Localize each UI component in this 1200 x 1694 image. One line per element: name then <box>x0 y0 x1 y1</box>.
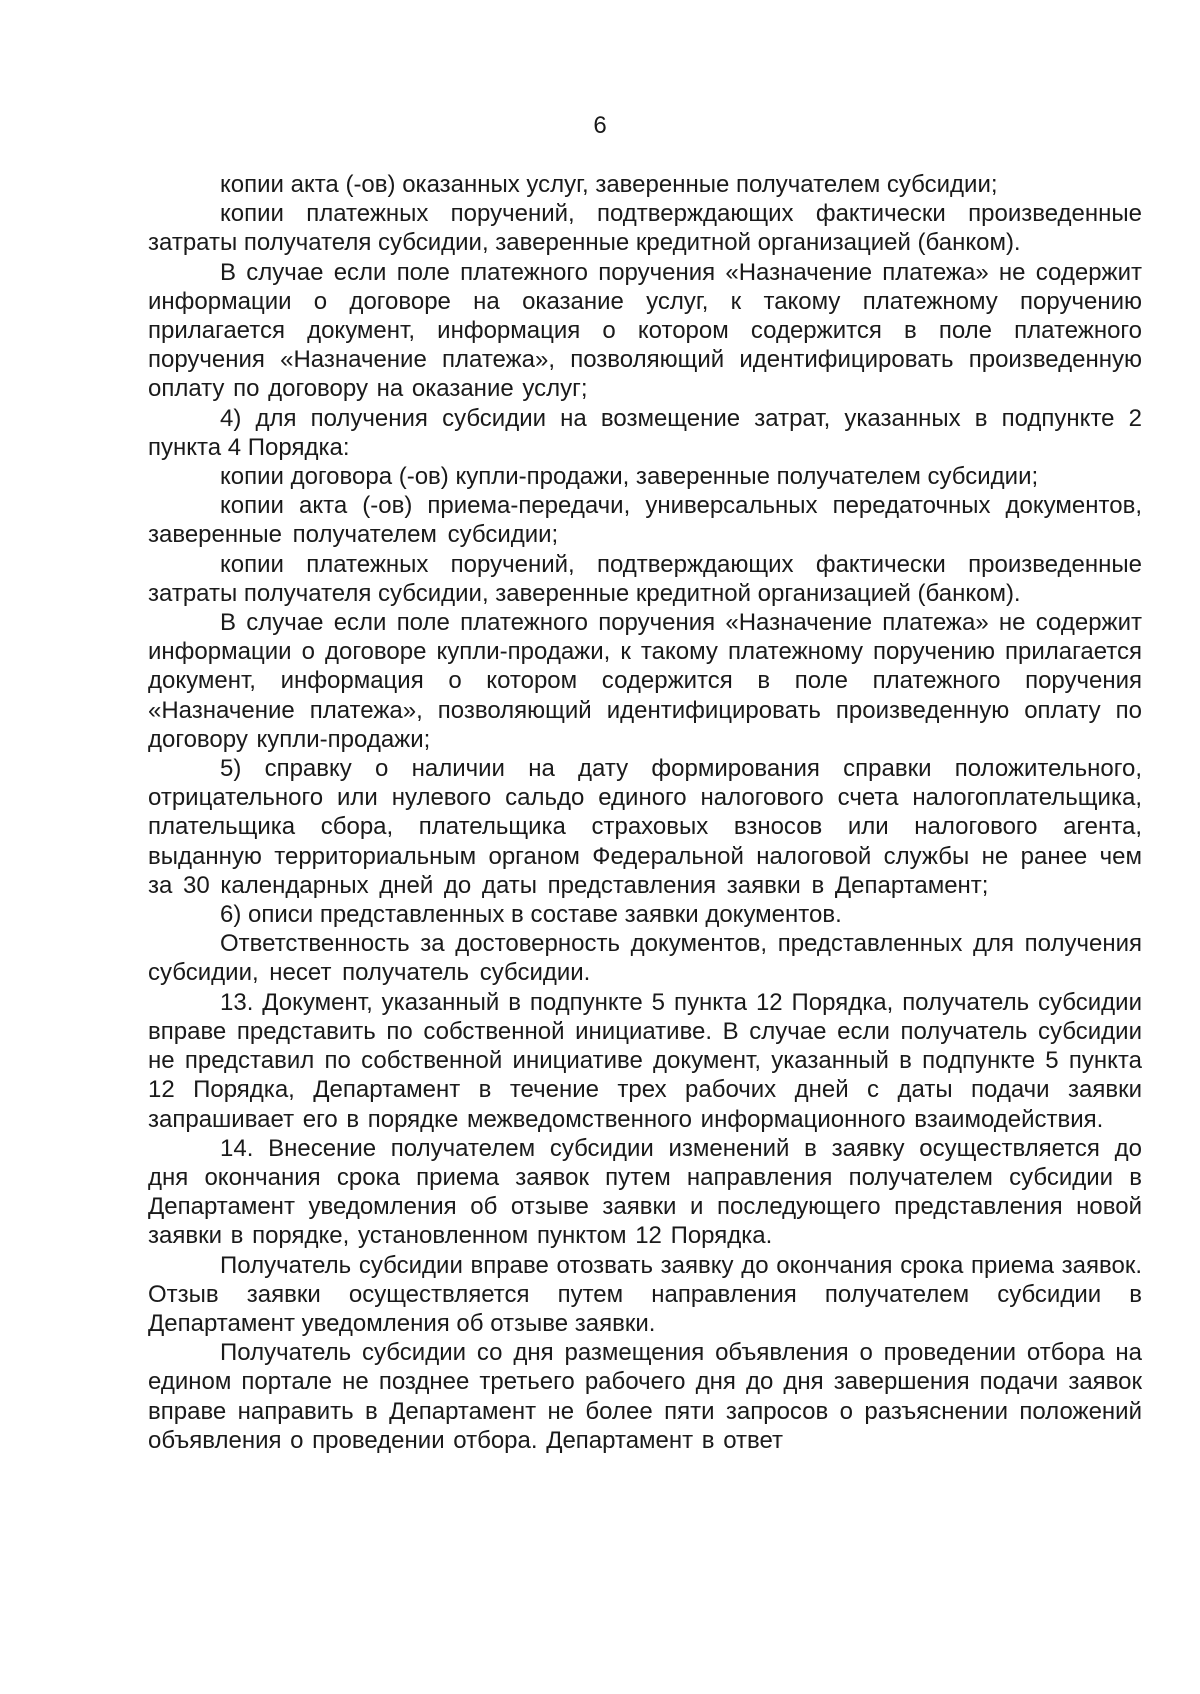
paragraph: 13. Документ, указанный в подпункте 5 пункта 12 Порядка, получатель субсидии вправе представить по собственной инициативе. В случае если получатель субсидии не представил по собственной инициативе документ, указанный в подпункте 5 пункта 12 Порядка, Департамент в течение трех рабочих дней с даты подачи заявки запрашивает его в порядке межведомственного информационного взаимодействия. <box>148 988 1142 1133</box>
paragraph: копии договора (-ов) купли-продажи, заверенные получателем субсидии; <box>220 463 1039 491</box>
paragraph: В случае если поле платежного поручения «Назначение платежа» не содержит информации о договоре купли-продажи, к такому платежному поручению прилагается документ, информация о котором содержится в поле платежного поручения «Назначение платежа», позволяющий идентифицировать произведенную оплату по договору купли-продажи; <box>148 609 1142 753</box>
paragraph: Получатель субсидии со дня размещения объявления о проведении отбора на едином портале не позднее третьего рабочего дня до дня завершения подачи заявок вправе направить в Департамент не более пяти запросов о разъяснении положений объявления о проведении отбора. Департамент в ответ <box>148 1339 1142 1454</box>
paragraph: 4) для получения субсидии на возмещение затрат, указанных в подпункте 2 пункта 4 Порядка: <box>148 404 1142 461</box>
paragraph: Ответственность за достоверность документов, представленных для получения субсидии, несет получатель субсидии. <box>148 930 1142 987</box>
paragraph: 5) справку о наличии на дату формирования справки положительного, отрицательного или нулевого сальдо единого налогового счета налогоплательщика, плательщика сбора, плательщика страховых взносов или налогового агента, выданную территориальным органом Федеральной налоговой службы не ранее чем за 30 календарных дней до даты представления заявки в Департамент; <box>148 755 1142 899</box>
document-body <box>148 170 1142 1455</box>
paragraph: копии акта (-ов) приема-передачи, универсальных передаточных документов, заверенные получателем субсидии; <box>148 492 1142 549</box>
paragraph: 6) описи представленных в составе заявки документов. <box>220 901 842 929</box>
paragraph: 14. Внесение получателем субсидии изменений в заявку осуществляется до дня окончания срока приема заявок путем направления получателем субсидии в Департамент уведомления об отзыве заявки и последующего представления новой заявки в порядке, установленном пунктом 12 Порядка. <box>148 1134 1142 1250</box>
paragraph: В случае если поле платежного поручения «Назначение платежа» не содержит информации о договоре на оказание услуг, к такому платежному поручению прилагается документ, информация о котором содержится в поле платежного поручения «Назначение платежа», позволяющий идентифицировать произведенную оплату по договору на оказание услуг; <box>148 258 1142 403</box>
paragraph: копии платежных поручений, подтверждающих фактически произведенные затраты получателя субсидии, заверенные кредитной организацией (банком). <box>148 200 1142 257</box>
paragraph: копии акта (-ов) оказанных услуг, заверенные получателем субсидии; <box>220 171 998 198</box>
page-number: 6 <box>593 112 607 139</box>
paragraph: копии платежных поручений, подтверждающих фактически произведенные затраты получателя субсидии, заверенные кредитной организацией (банком). <box>148 550 1142 607</box>
paragraph: Получатель субсидии вправе отозвать заявку до окончания срока приема заявок. Отзыв заявки осуществляется путем направления получателем субсидии в Департамент уведомления об отзыве заявки. <box>148 1251 1142 1337</box>
